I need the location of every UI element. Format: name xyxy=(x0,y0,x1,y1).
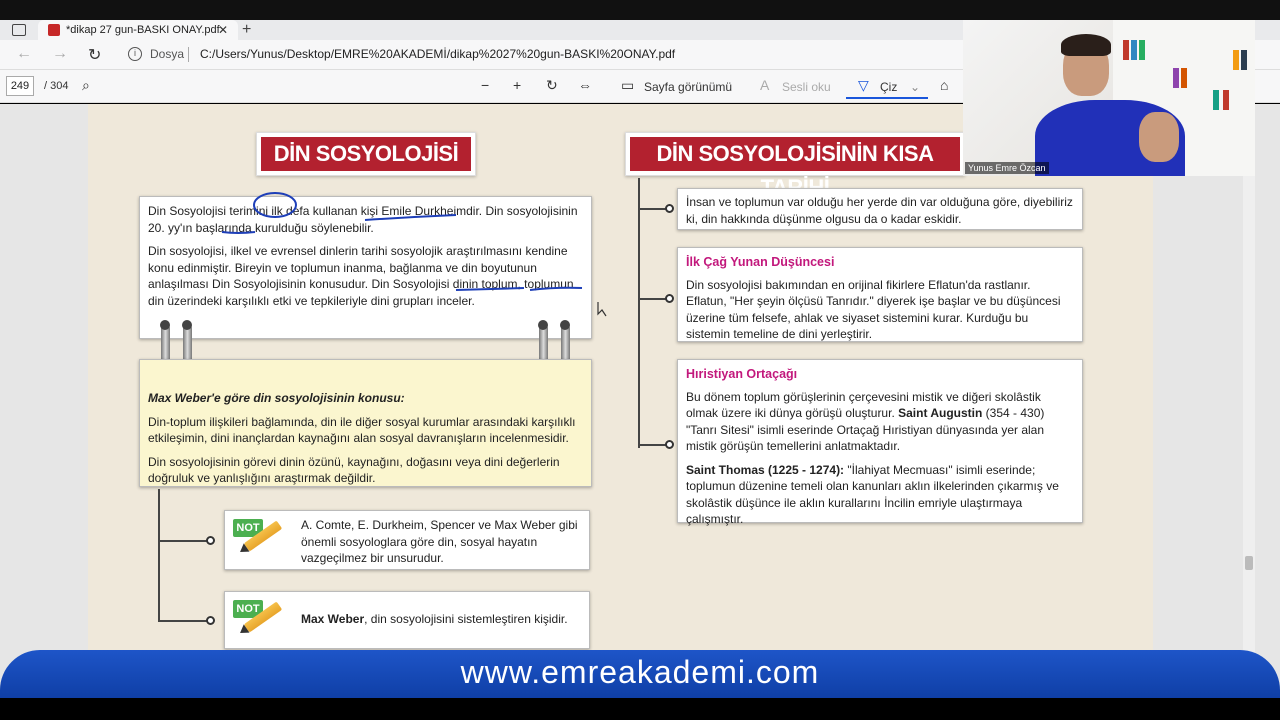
intro-box xyxy=(139,196,592,339)
history-3a-post: (354 - 430) "Tanrı Sitesi" isimli eserinde Ortaçağ Hıristiyan dünyasında yer alan mistik görüşün temellerini anlatmaktadır. xyxy=(686,406,1045,453)
fit-page-icon[interactable]: ⇔ xyxy=(578,77,592,93)
book xyxy=(1241,50,1247,70)
ring-hole xyxy=(538,320,548,330)
history-2-text: Din sosyolojisi bakımından en orijinal fikirlere Eflatun'da rastlanır. Eflatun, "Her şeyin ölçüsü Tanrıdır." diyerek işe başlar ve bu düşüncesi üzerine tüm felsefe, ahlak ve siyaset sistemini kurar. Kurduğu bu sistemin temeline de dini yerleştirir. xyxy=(686,277,1061,341)
note-box-2 xyxy=(224,591,590,649)
back-arrow-icon[interactable]: ← xyxy=(16,45,32,62)
history-3b-post: "İlahiyat Mecmuası" isimli eserinde; toplumun düzenine temeli olan kanunları aklın ilkelerinden çıkarmış ve skolâstik düşünce ile aklın kurallarını İncilin emriyle ulaştırmaya çalışmıştır. xyxy=(686,462,1059,526)
connector-node xyxy=(206,616,215,625)
webcam-overlay xyxy=(963,20,1255,176)
left-title: DİN SOSYOLOJİSİ xyxy=(261,137,471,171)
history-1-text: İnsan ve toplumun var olduğu her yerde din var olduğuna göre, diyebiliriz ki, din hakkında düşünme olgusu da o kadar eskidir. xyxy=(686,195,1073,226)
top-black-bar xyxy=(0,0,1280,20)
note-2-rest: , din sosyolojisini sistemleştiren kişidir. xyxy=(364,612,568,626)
history-3-paragraph-b xyxy=(686,462,1074,528)
weber-paragraph-1: Din-toplum ilişkileri bağlamında, din ile diğer sosyal kurumlar arasındaki karşılıklı etkileşimin, dini inançlardan kaynağını alan sosyal davranışların incelenmesidir. xyxy=(148,414,576,445)
forward-arrow-icon[interactable]: → xyxy=(52,45,68,62)
intro-paragraph-1: Din Sosyolojisi terimini ilk defa kullanan kişi Emile Durkheimdir. Din sosyolojisinin 20. yy'ın başlarında kurulduğu söylenebilir. xyxy=(148,204,578,235)
binder-ring xyxy=(183,324,192,364)
not-badge: NOT xyxy=(233,600,263,618)
url-field[interactable]: C:/Users/Yunus/Desktop/EMRE%20AKADEMİ/dikap%2027%20gun-BASKI%20ONAY.pdf xyxy=(200,47,676,61)
binder-ring xyxy=(539,324,548,364)
note-box-1 xyxy=(224,510,590,570)
draw-button-label: Çiz xyxy=(880,80,898,94)
book xyxy=(1233,50,1239,70)
history-3-title: Hıristiyan Ortaçağı xyxy=(686,367,798,381)
timeline-node xyxy=(665,440,674,449)
history-3a-bold: Saint Augustin xyxy=(898,406,983,420)
history-3b-bold: Saint Thomas (1225 - 1274): xyxy=(686,462,845,477)
history-box-1 xyxy=(677,188,1083,230)
website-banner: www.emreakademi.com xyxy=(0,650,1280,698)
info-icon[interactable]: i xyxy=(128,47,142,61)
scrollbar-thumb[interactable] xyxy=(1245,556,1253,570)
zoom-out-button[interactable]: − xyxy=(481,77,490,93)
history-box-3 xyxy=(677,359,1083,526)
connector-line xyxy=(158,620,208,622)
history-2-title: İlk Çağ Yunan Düşüncesi xyxy=(686,255,835,269)
page-view-icon[interactable]: ▭ xyxy=(621,77,635,93)
sidebar-toggle-icon[interactable] xyxy=(12,24,26,36)
refresh-icon[interactable]: ↻ xyxy=(88,47,102,64)
page-total: / 304 xyxy=(44,80,69,92)
read-aloud-icon[interactable]: A xyxy=(760,77,770,93)
person-hair xyxy=(1061,34,1111,56)
weber-heading: Max Weber'e göre din sosyolojisinin konusu: xyxy=(148,391,405,405)
timeline-branch xyxy=(638,208,668,210)
search-icon[interactable]: ⌕ xyxy=(82,77,90,93)
timeline-branch xyxy=(638,444,668,446)
ring-hole xyxy=(182,320,192,330)
chevron-down-icon[interactable]: ⌄ xyxy=(910,80,921,94)
book xyxy=(1173,68,1179,88)
weber-paragraph-2: Din sosyolojisinin görevi dinin özünü, kaynağını, doğasını veya dini değerlerin doğruluk ve yanlışlığını araştırmak değildir. xyxy=(148,454,560,485)
zoom-in-button[interactable]: + xyxy=(513,77,522,93)
address-scheme-label: Dosya xyxy=(150,47,185,61)
timeline-node xyxy=(665,204,674,213)
rotate-icon[interactable]: ↻ xyxy=(546,77,558,93)
person-hand xyxy=(1139,112,1179,162)
book xyxy=(1131,40,1137,60)
note-2-text xyxy=(301,611,581,628)
timeline-branch xyxy=(638,298,668,300)
binder-ring xyxy=(561,324,570,364)
pdf-page xyxy=(88,104,1153,664)
browser-tab[interactable] xyxy=(38,20,238,40)
book xyxy=(1123,40,1129,60)
left-title-box xyxy=(256,132,476,176)
draw-tool-tab[interactable] xyxy=(846,75,928,99)
history-3-paragraph-a xyxy=(686,389,1074,455)
book xyxy=(1223,90,1229,110)
bottom-black-bar xyxy=(0,698,1280,720)
tab-title: *dikap 27 gun-BASKI ONAY.pdf xyxy=(66,24,220,36)
read-aloud-button[interactable]: Sesli oku xyxy=(782,80,831,94)
connector-line xyxy=(158,540,208,542)
note-2-bold: Max Weber xyxy=(301,612,365,626)
page-view-button[interactable]: Sayfa görünümü xyxy=(644,80,733,94)
intro-paragraph-2: Din sosyolojisi, ilkel ve evrensel dinlerin tarihi sosyolojik araştırılmasını kendine konu edinmiştir. Bireyin ve toplumun inanma, bağlanma ve din boyutunun anlaşılması Din Sosyolojisinin konusudur. Din Sosyolojisi dinin toplum, toplumun din üzerindeki karşılıklı etki ve tepkileriyle dini grupları inceler. xyxy=(148,244,574,308)
ring-hole xyxy=(160,320,170,330)
close-tab-icon[interactable]: ✕ xyxy=(217,23,228,37)
new-tab-button[interactable]: + xyxy=(242,21,252,38)
connector-line xyxy=(158,489,160,622)
binder-ring xyxy=(161,324,170,364)
timeline-line xyxy=(638,178,640,448)
highlighter-icon[interactable]: ⌂ xyxy=(940,77,949,93)
timeline-node xyxy=(665,294,674,303)
book xyxy=(1181,68,1187,88)
book xyxy=(1139,40,1145,60)
vertical-scrollbar[interactable] xyxy=(1243,104,1255,664)
pdf-file-icon xyxy=(48,24,60,36)
history-3a-pre: Bu dönem toplum görüşlerinin çerçevesini mistik ve diğeri skolâstik olmak üzere iki dünya görüşü oluşturur. xyxy=(686,389,1041,420)
right-title: DİN SOSYOLOJİSİNİN KISA xyxy=(630,137,960,171)
ring-hole xyxy=(560,320,570,330)
history-box-2 xyxy=(677,247,1083,342)
not-badge: NOT xyxy=(233,519,263,537)
draw-pen-icon: ▽ xyxy=(858,77,869,93)
book xyxy=(1213,90,1219,110)
connector-node xyxy=(206,536,215,545)
address-separator xyxy=(188,47,189,62)
webcam-name-label: Yunus Emre Özcan xyxy=(965,162,1049,174)
page-number-input[interactable]: 249 xyxy=(6,76,34,96)
right-title-box xyxy=(625,132,965,176)
note-1-text: A. Comte, E. Durkheim, Spencer ve Max Weber gibi önemli sosyologlara göre din, sosyal hayatın vazgeçilmez bir unsurudur. xyxy=(301,518,578,565)
weber-box xyxy=(139,359,592,487)
